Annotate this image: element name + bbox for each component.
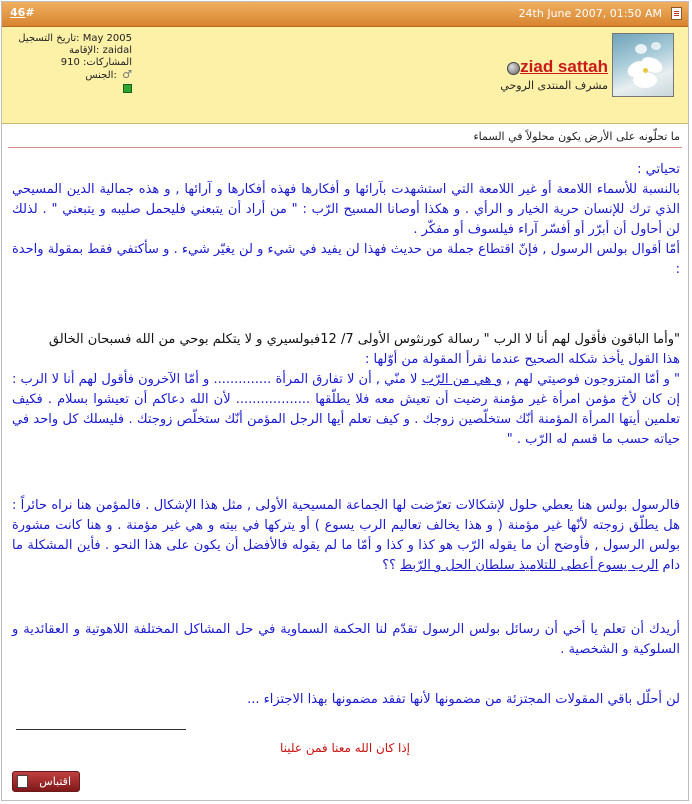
post-date: 24th June 2007, 01:50 AM (518, 7, 662, 20)
offline-status-icon (507, 62, 520, 75)
paragraph-b (12, 496, 680, 576)
gender-label: الجنس: (85, 70, 117, 81)
user-info-bar (2, 27, 688, 124)
paragraph-c: أريدك أن تعلم يا أخي أن رسائل بولس الرسول تقدّم لنا الحكمة السماوية في حل المشاكل المختلفة اللاهوتية و العقائدية و السلوكية و الشخصية . (12, 622, 680, 657)
quote-intro-2: هذا القول يأخذ شكله الصحيح عندما نقرأ المقولة من أوّلها : (364, 352, 680, 367)
quote-button[interactable] (12, 771, 80, 792)
username-link[interactable]: ziad sattah (520, 57, 608, 76)
online-status-icon (123, 84, 132, 93)
post-header (2, 2, 688, 27)
paragraph-b-text: فالرسول بولس هنا يعطي حلول لإشكالات تعرّضت لها الجماعة المسيحية الأولى , مثل هذا الإشكال . فالمؤمن هنا نراه حائراً : هل يطلّق زوجته لأنّها غير مؤمنة ( و هذا يخالف تعاليم الرب يسوع ) أو يتركها في بيته و هي غير مؤمنة . و هنا كانت مشورة بولس الرسول , فأوضح أن ما يقوله الرّب هو كذا و كذا و أمّا ما لم يقوله فالأفضل أن يكون على هذا النحو . فأين المشكلة ما دام (12, 498, 680, 573)
paragraph-2: أمّا أقوال بولس الرسول , فإنّ اقتطاع جملة من حديث فهذا لن يفيد في شيء و لن يغيّر شيء . و سأكتفي فقط بمقولة واحدة : (12, 242, 680, 277)
bible-quote (12, 370, 680, 450)
quote-icon (17, 775, 28, 788)
reg-date: تاريخ التسجيل: May 2005 (18, 33, 132, 44)
post-number-link[interactable]: 46 (10, 6, 26, 19)
user-stats (10, 33, 132, 93)
post-number (10, 6, 35, 19)
title-divider (8, 147, 682, 148)
post-title: ما تحلّونه على الأرض يكون محلولاً في السماء (473, 130, 680, 143)
forum-post (1, 1, 689, 801)
quote-intro: "وأما الباقون فأقول لهم أنا لا الرب " رسالة كورنثوس الأولى 7/ 12فبولسيري و لا يتكلم بوحي من الله فسبحان الخالق (48, 332, 680, 347)
paragraph-b-link[interactable]: الرب يسوع أعطى للتلاميذ سلطان الحل و الرّبط (400, 558, 659, 573)
paragraph-1: بالنسبة للأسماء اللامعة أو غير اللامعة التي استشهدت بآرائها و أفكارها فهذه أفكارها و آرائها , و هذه جمالية الدين المسيحي الذي ترك للإنسان حرية الخيار و الرأي . و هكذا أوصانا المسيح الرّب : " من أراد أن يتبعني فليحمل صليبه و يتبعني " . لذلك لن أحاول أن أبرّر أو أفسّر آراء فيلسوف أو مفكّر . (12, 182, 680, 237)
location: الإقامة: zaidal (69, 45, 132, 56)
signature-divider (16, 729, 186, 730)
post-file-icon (671, 7, 682, 20)
paragraph-d: لن أحلّل باقي المقولات المجتزئة من مضمونها لأنها تفقد مضمونها بهذا الاجتزاء ... (247, 692, 680, 707)
post-body-part2 (12, 330, 680, 450)
post-body-part4 (12, 620, 680, 660)
gender-row (10, 69, 132, 82)
greeting: تحياتي : (637, 162, 680, 177)
signature: إذا كان الله معنا فمن علينا (280, 741, 410, 755)
user-title: مشرف المنتدى الروحي (500, 79, 608, 92)
post-number-hash: # (25, 6, 35, 19)
paragraph-b-end: ؟؟ (382, 558, 401, 573)
quote-part-1: " و أمّا المتزوجون فوصيتي لهم , (501, 372, 680, 387)
post-count: المشاركات: 910 (60, 57, 132, 68)
gender-icon: ♂ (122, 68, 132, 81)
post-body-part5 (12, 690, 680, 710)
user-avatar[interactable] (612, 33, 674, 97)
quote-part-2: لا منّي , أن لا تفارق المرأة .............. و أمّا الآخرون فأقول لهم أنا لا الرب : إن كان لأخ مؤمن امرأة غير مؤمنة رضيت أن تعيش معه فلا يطلّقها .................. لأن الله دعاكم أن تعيشوا بسلام . فكيف تعلمين أيتها المرأة المؤمنة أنّك ستخلّصين زوجك . و كيف تعلم أيها الرجل المؤمن أنّك ستخلّص زوجتك . فليسلك كل واحد في حياته حسب ما قسم له الرّب . " (12, 372, 680, 447)
quote-button-label: اقتباس (39, 775, 71, 788)
post-body-part3 (12, 496, 680, 576)
post-body-part1 (12, 160, 680, 280)
quote-link[interactable]: و هي من الرّب (421, 372, 502, 387)
